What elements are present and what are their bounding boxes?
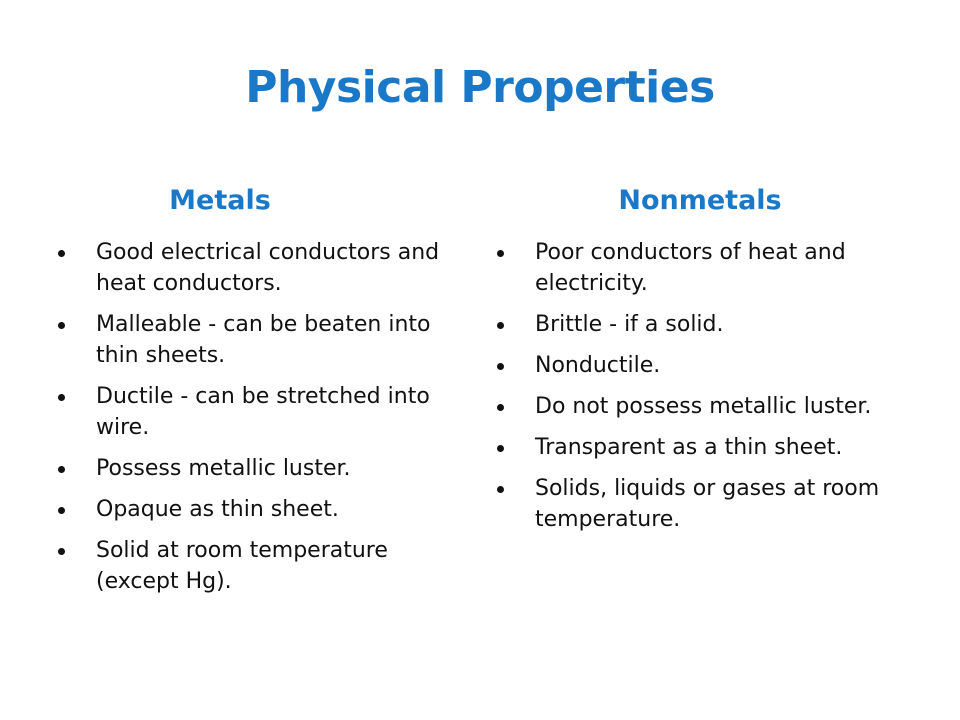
- nonmetals-item-text: Solids, liquids or gases at room temperature.: [535, 476, 880, 532]
- nonmetals-list-item: [497, 473, 917, 535]
- slide-title: Physical Properties: [245, 62, 715, 113]
- metals-item-text: Possess metallic luster.: [96, 456, 351, 481]
- nonmetals-list: [497, 237, 917, 545]
- nonmetals-list-item: [497, 391, 917, 422]
- nonmetals-heading: Nonmetals: [618, 185, 782, 216]
- bullet-icon: [58, 394, 65, 401]
- bullet-icon: [58, 507, 65, 514]
- bullet-icon: [58, 250, 65, 257]
- metals-list-item: [58, 381, 458, 443]
- metals-list-item: [58, 309, 458, 371]
- bullet-icon: [497, 322, 504, 329]
- bullet-icon: [497, 404, 504, 411]
- bullet-icon: [497, 445, 504, 452]
- metals-list-item: [58, 237, 458, 299]
- bullet-icon: [497, 363, 504, 370]
- metals-item-text: Opaque as thin sheet.: [96, 497, 339, 522]
- nonmetals-list-item: [497, 237, 917, 299]
- metals-list-item: [58, 453, 458, 484]
- nonmetals-item-text: Poor conductors of heat and electricity.: [535, 240, 846, 296]
- metals-heading: Metals: [169, 185, 271, 216]
- bullet-icon: [497, 250, 504, 257]
- bullet-icon: [58, 466, 65, 473]
- metals-item-text: Solid at room temperature (except Hg).: [96, 538, 388, 594]
- metals-list: [58, 237, 458, 607]
- bullet-icon: [58, 548, 65, 555]
- nonmetals-list-item: [497, 432, 917, 463]
- nonmetals-item-text: Nonductile.: [535, 353, 661, 378]
- metals-item-text: Good electrical conductors and heat conductors.: [96, 240, 440, 296]
- metals-item-text: Malleable - can be beaten into thin sheets.: [96, 312, 431, 368]
- metals-list-item: [58, 494, 458, 525]
- bullet-icon: [58, 322, 65, 329]
- nonmetals-item-text: Do not possess metallic luster.: [535, 394, 872, 419]
- nonmetals-item-text: Transparent as a thin sheet.: [535, 435, 843, 460]
- nonmetals-list-item: [497, 309, 917, 340]
- metals-item-text: Ductile - can be stretched into wire.: [96, 384, 430, 440]
- nonmetals-item-text: Brittle - if a solid.: [535, 312, 724, 337]
- nonmetals-list-item: [497, 350, 917, 381]
- bullet-icon: [497, 486, 504, 493]
- metals-list-item: [58, 535, 458, 597]
